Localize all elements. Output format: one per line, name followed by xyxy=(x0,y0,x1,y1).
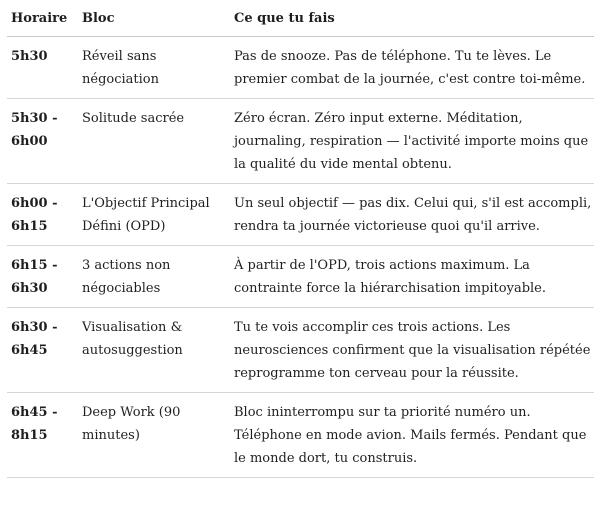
row-time: 5h30 - 6h00 xyxy=(11,111,58,149)
row-time: 6h45 - 8h15 xyxy=(11,405,58,443)
row-description: Tu te vois accomplir ces trois actions. Les neurosciences confirment que la visualisation répétée reprogramme ton cerveau pour la réussite. xyxy=(234,320,591,381)
row-time: 5h30 xyxy=(11,49,48,64)
row-block: L'Objectif Principal Défini (OPD) xyxy=(82,196,210,234)
column-header-description: Ce que tu fais xyxy=(234,11,335,26)
morning-routine-table xyxy=(7,0,594,478)
table-row xyxy=(7,37,594,99)
row-description: Zéro écran. Zéro input externe. Méditation, journaling, respiration — l'activité importe moins que la qualité du vide mental obtenu. xyxy=(234,111,589,172)
table-row xyxy=(7,184,594,246)
table-header-row xyxy=(7,0,594,37)
column-header-time: Horaire xyxy=(11,11,68,26)
row-description: Bloc ininterrompu sur ta priorité numéro un. Téléphone en mode avion. Mails fermés. Pendant que le monde dort, tu construis. xyxy=(234,405,587,466)
row-time: 6h30 - 6h45 xyxy=(11,320,58,358)
row-description: Un seul objectif — pas dix. Celui qui, s'il est accompli, rendra ta journée victorieuse quoi qu'il arrive. xyxy=(234,196,592,234)
row-time: 6h15 - 6h30 xyxy=(11,258,58,296)
row-block: Deep Work (90 minutes) xyxy=(82,405,181,443)
table-row xyxy=(7,246,594,308)
row-block: Solitude sacrée xyxy=(82,111,185,126)
table-row xyxy=(7,99,594,184)
row-description: Pas de snooze. Pas de téléphone. Tu te lèves. Le premier combat de la journée, c'est contre toi-même. xyxy=(234,49,586,87)
row-description: À partir de l'OPD, trois actions maximum. La contrainte force la hiérarchisation impitoyable. xyxy=(234,258,547,296)
row-block: 3 actions non négociables xyxy=(82,258,171,296)
row-block: Réveil sans négociation xyxy=(82,49,159,87)
row-time: 6h00 - 6h15 xyxy=(11,196,58,234)
table-row xyxy=(7,308,594,393)
column-header-block: Bloc xyxy=(82,11,115,26)
table-row xyxy=(7,393,594,478)
row-block: Visualisation & autosuggestion xyxy=(82,320,183,358)
